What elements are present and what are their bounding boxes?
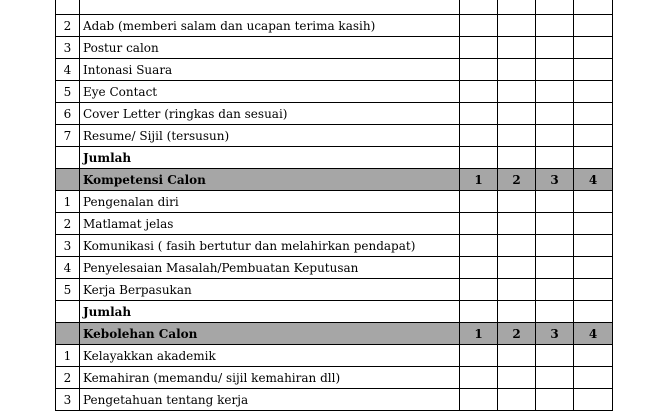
score-cell[interactable] bbox=[536, 103, 574, 125]
score-cell[interactable] bbox=[536, 235, 574, 257]
score-cell[interactable] bbox=[536, 81, 574, 103]
table-row bbox=[55, 81, 558, 103]
score-cell[interactable] bbox=[498, 301, 536, 323]
score-cell[interactable] bbox=[460, 191, 498, 213]
table-row bbox=[55, 103, 558, 125]
criteria-label: Matlamat jelas bbox=[80, 213, 460, 235]
table-row bbox=[55, 213, 558, 235]
table-row bbox=[55, 0, 558, 15]
score-column-header: 3 bbox=[536, 169, 574, 191]
row-number: 1 bbox=[55, 345, 80, 367]
score-cell[interactable] bbox=[498, 367, 536, 389]
score-column-header: 4 bbox=[574, 323, 613, 345]
score-cell[interactable] bbox=[460, 301, 498, 323]
score-cell[interactable] bbox=[536, 213, 574, 235]
score-cell[interactable] bbox=[574, 147, 613, 169]
score-column-header: 2 bbox=[498, 169, 536, 191]
score-cell[interactable] bbox=[498, 15, 536, 37]
score-column-header: 1 bbox=[460, 169, 498, 191]
score-cell[interactable] bbox=[536, 345, 574, 367]
score-cell[interactable] bbox=[498, 81, 536, 103]
score-cell[interactable] bbox=[574, 81, 613, 103]
score-cell[interactable] bbox=[574, 0, 613, 15]
score-column-header: 2 bbox=[498, 323, 536, 345]
row-number: 3 bbox=[55, 235, 80, 257]
score-cell[interactable] bbox=[574, 15, 613, 37]
score-cell[interactable] bbox=[536, 59, 574, 81]
criteria-label: Jumlah bbox=[80, 147, 460, 169]
score-cell[interactable] bbox=[460, 257, 498, 279]
table-row bbox=[55, 15, 558, 37]
table-row bbox=[55, 191, 558, 213]
criteria-label: Kemahiran (memandu/ sijil kemahiran dll) bbox=[80, 367, 460, 389]
row-number: 2 bbox=[55, 213, 80, 235]
score-cell[interactable] bbox=[460, 345, 498, 367]
row-number: 3 bbox=[55, 389, 80, 411]
score-cell[interactable] bbox=[498, 147, 536, 169]
total-row bbox=[55, 147, 558, 169]
criteria-label: Jumlah bbox=[80, 301, 460, 323]
score-cell[interactable] bbox=[574, 389, 613, 411]
row-number: 4 bbox=[55, 59, 80, 81]
criteria-label: Adab (memberi salam dan ucapan terima kasih) bbox=[80, 15, 460, 37]
criteria-label: Kerja Berpasukan bbox=[80, 279, 460, 301]
score-cell[interactable] bbox=[498, 0, 536, 15]
row-number bbox=[55, 0, 80, 15]
score-cell[interactable] bbox=[498, 103, 536, 125]
score-cell[interactable] bbox=[574, 103, 613, 125]
section-title: Kebolehan Calon bbox=[80, 323, 460, 345]
score-cell[interactable] bbox=[460, 213, 498, 235]
score-cell[interactable] bbox=[498, 389, 536, 411]
criteria-label: Pengetahuan tentang kerja bbox=[80, 389, 460, 411]
score-column-header: 3 bbox=[536, 323, 574, 345]
score-cell[interactable] bbox=[498, 257, 536, 279]
score-cell[interactable] bbox=[536, 15, 574, 37]
table-row bbox=[55, 235, 558, 257]
score-cell[interactable] bbox=[460, 0, 498, 15]
score-cell[interactable] bbox=[460, 389, 498, 411]
score-cell[interactable] bbox=[460, 59, 498, 81]
score-cell[interactable] bbox=[536, 37, 574, 59]
row-number: 7 bbox=[55, 125, 80, 147]
criteria-label: Cover Letter (ringkas dan sesuai) bbox=[80, 103, 460, 125]
row-number: 2 bbox=[55, 15, 80, 37]
table-row bbox=[55, 125, 558, 147]
criteria-label bbox=[80, 0, 460, 15]
score-cell[interactable] bbox=[498, 191, 536, 213]
table-row bbox=[55, 389, 558, 411]
criteria-label: Pengenalan diri bbox=[80, 191, 460, 213]
row-number bbox=[55, 169, 80, 191]
score-cell[interactable] bbox=[460, 147, 498, 169]
criteria-label: Eye Contact bbox=[80, 81, 460, 103]
score-cell[interactable] bbox=[536, 367, 574, 389]
score-cell[interactable] bbox=[574, 59, 613, 81]
score-cell[interactable] bbox=[460, 235, 498, 257]
score-cell[interactable] bbox=[574, 37, 613, 59]
criteria-label: Penyelesaian Masalah/Pembuatan Keputusan bbox=[80, 257, 460, 279]
score-cell[interactable] bbox=[536, 147, 574, 169]
section-header-row bbox=[55, 323, 598, 345]
section-title: Kompetensi Calon bbox=[80, 169, 460, 191]
score-cell[interactable] bbox=[536, 191, 574, 213]
score-cell[interactable] bbox=[574, 125, 613, 147]
row-number: 4 bbox=[55, 257, 80, 279]
score-cell[interactable] bbox=[536, 389, 574, 411]
score-cell[interactable] bbox=[498, 213, 536, 235]
score-cell[interactable] bbox=[460, 103, 498, 125]
score-cell[interactable] bbox=[574, 279, 613, 301]
score-cell[interactable] bbox=[574, 367, 613, 389]
criteria-label: Intonasi Suara bbox=[80, 59, 460, 81]
table-row bbox=[55, 345, 558, 367]
score-cell[interactable] bbox=[498, 37, 536, 59]
score-cell[interactable] bbox=[460, 81, 498, 103]
row-number: 5 bbox=[55, 279, 80, 301]
criteria-label: Komunikasi ( fasih bertutur dan melahirkan pendapat) bbox=[80, 235, 460, 257]
row-number bbox=[55, 147, 80, 169]
score-cell[interactable] bbox=[536, 0, 574, 15]
score-cell[interactable] bbox=[498, 345, 536, 367]
score-cell[interactable] bbox=[498, 125, 536, 147]
score-cell[interactable] bbox=[574, 235, 613, 257]
row-number: 3 bbox=[55, 37, 80, 59]
score-cell[interactable] bbox=[574, 257, 613, 279]
table-row bbox=[55, 257, 558, 279]
row-number: 6 bbox=[55, 103, 80, 125]
score-cell[interactable] bbox=[498, 279, 536, 301]
criteria-label: Resume/ Sijil (tersusun) bbox=[80, 125, 460, 147]
score-cell[interactable] bbox=[574, 191, 613, 213]
row-number bbox=[55, 323, 80, 345]
score-cell[interactable] bbox=[460, 37, 498, 59]
score-cell[interactable] bbox=[460, 125, 498, 147]
score-cell[interactable] bbox=[536, 257, 574, 279]
row-number: 5 bbox=[55, 81, 80, 103]
score-cell[interactable] bbox=[574, 345, 613, 367]
score-cell[interactable] bbox=[536, 279, 574, 301]
score-cell[interactable] bbox=[498, 59, 536, 81]
score-cell[interactable] bbox=[460, 15, 498, 37]
score-cell[interactable] bbox=[574, 301, 613, 323]
score-cell[interactable] bbox=[460, 367, 498, 389]
row-number: 2 bbox=[55, 367, 80, 389]
table-row bbox=[55, 279, 558, 301]
section-header-row bbox=[55, 169, 598, 191]
score-cell[interactable] bbox=[536, 125, 574, 147]
score-cell[interactable] bbox=[498, 235, 536, 257]
table-row bbox=[55, 367, 558, 389]
table-row bbox=[55, 59, 558, 81]
criteria-label: Postur calon bbox=[80, 37, 460, 59]
total-row bbox=[55, 301, 558, 323]
score-column-header: 1 bbox=[460, 323, 498, 345]
score-cell[interactable] bbox=[460, 279, 498, 301]
criteria-label: Kelayakkan akademik bbox=[80, 345, 460, 367]
score-cell[interactable] bbox=[536, 301, 574, 323]
row-number bbox=[55, 301, 80, 323]
table-row bbox=[55, 37, 558, 59]
score-cell[interactable] bbox=[574, 213, 613, 235]
row-number: 1 bbox=[55, 191, 80, 213]
score-column-header: 4 bbox=[574, 169, 613, 191]
